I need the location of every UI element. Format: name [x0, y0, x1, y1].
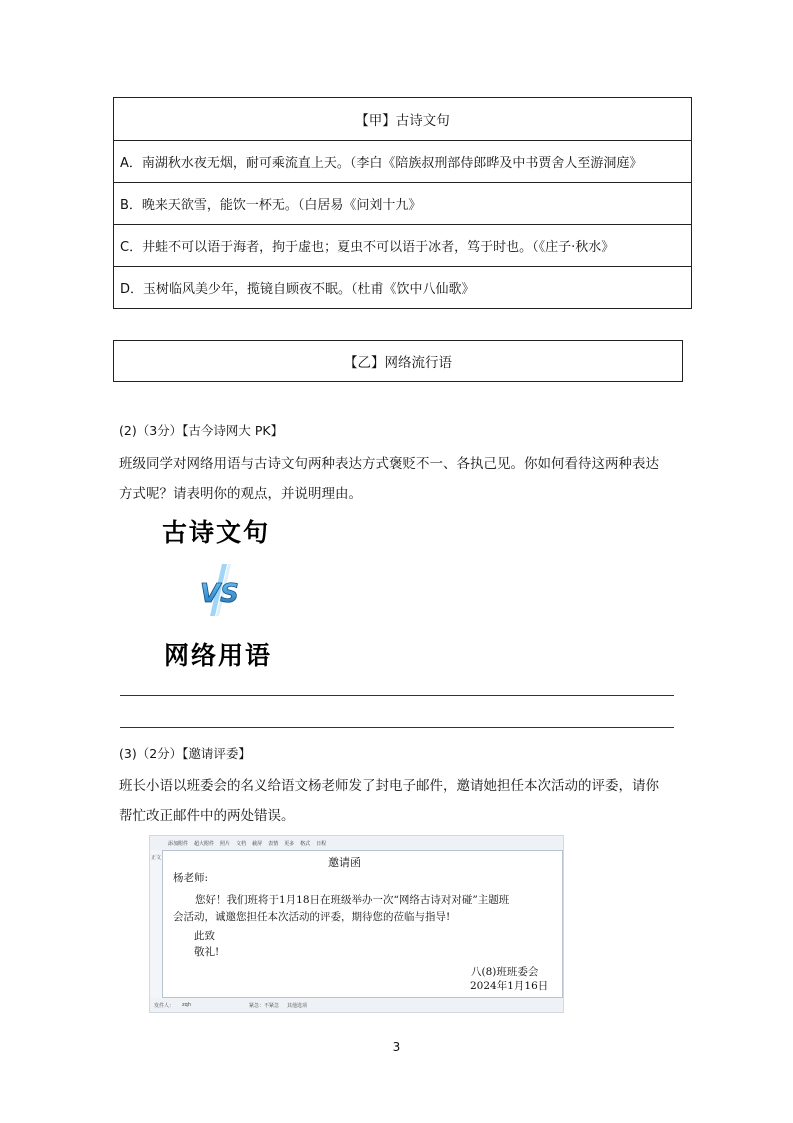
email-side-label: 正文	[151, 855, 162, 861]
email-body-line2: 会活动，诚邀您担任本次活动的评委，期待您的莅临与指导!	[173, 911, 451, 923]
email-closing2: 敬礼!	[194, 946, 220, 958]
email-body-line1: 您好！我们班将于1月18日在班级举办一次“网络古诗对对碰”主题班	[195, 894, 510, 906]
question-2-line2: 方式呢？请表明你的观点，并说明理由。	[119, 486, 362, 502]
email-salutation: 杨老师:	[173, 872, 209, 884]
question-3-line2: 帮忙改正邮件中的两处错误。	[119, 808, 295, 824]
vs-logo-icon	[196, 562, 246, 618]
toolbar-schedule[interactable]: 日程	[316, 840, 327, 847]
question-3-text	[119, 771, 679, 831]
toolbar-attach[interactable]: 添加附件	[168, 840, 189, 847]
toolbar-emoji[interactable]: 表情	[268, 840, 279, 847]
question-2-text	[119, 449, 679, 509]
question-3-heading: (3)（2分）【邀请评委】	[119, 746, 251, 761]
table-jia-header: 【甲】古诗文句	[355, 113, 450, 129]
footer-extra[interactable]: 其他选项	[287, 1002, 308, 1009]
email-screenshot	[149, 835, 564, 1013]
question-2-line1: 班级同学对网络用语与古诗文句两种表达方式褒贬不一、各执己见。你如何看待这两种表达	[119, 456, 659, 472]
vs-image-top-text: 古诗文句	[162, 518, 271, 547]
table-row-b: B．晚来天欲雪，能饮一杯无。（白居易《问刘十九》	[114, 182, 691, 224]
toolbar-more[interactable]: 更多	[284, 840, 295, 847]
box-yi	[113, 340, 683, 382]
answer-line-2	[120, 727, 674, 728]
table-row-c: C．井蛙不可以语于海者，拘于虚也；夏虫不可以语于冰者，笃于时也。（《庄子·秋水》	[114, 224, 691, 266]
vs-image-bottom-text: 网络用语	[164, 641, 273, 670]
table-row-a: A．南湖秋水夜无烟，耐可乘流直上天。（李白《陪族叔刑部侍郎晔及中书贾舍人至游洞庭》	[114, 140, 691, 182]
page-number: 3	[392, 1040, 401, 1054]
footer-sender-value[interactable]: zqh	[182, 1002, 191, 1008]
footer-importance[interactable]: 紧急：不紧急	[248, 1002, 279, 1009]
email-sender: 八(8)班班委会	[471, 966, 539, 978]
box-yi-header: 【乙】网络流行语	[344, 355, 452, 371]
answer-line-1	[120, 695, 674, 696]
footer-sender-label: 发件人：	[154, 1002, 175, 1009]
toolbar-doc[interactable]: 文档	[236, 840, 247, 847]
toolbar-format[interactable]: 格式	[300, 840, 311, 847]
email-date: 2024年1月16日	[470, 980, 549, 992]
email-footer	[150, 998, 563, 1012]
table-row-d: D．玉树临风美少年，揽镜自顾夜不眠。（杜甫《饮中八仙歌》	[114, 266, 691, 308]
table-jia	[113, 97, 692, 309]
toolbar-screenshot[interactable]: 截屏	[252, 840, 263, 847]
email-body[interactable]	[162, 850, 563, 998]
email-toolbar	[150, 836, 563, 850]
toolbar-photo[interactable]: 照片	[220, 840, 231, 847]
toolbar-large-attach[interactable]: 超大附件	[194, 840, 215, 847]
question-2-heading: (2)（3分）【古今诗网大 PK】	[119, 423, 284, 438]
vs-text: VS	[200, 579, 239, 609]
email-title: 邀请函	[328, 856, 361, 869]
question-3-line1: 班长小语以班委会的名义给语文杨老师发了封电子邮件，邀请她担任本次活动的评委，请你	[119, 778, 659, 794]
email-closing1: 此致	[194, 930, 215, 942]
